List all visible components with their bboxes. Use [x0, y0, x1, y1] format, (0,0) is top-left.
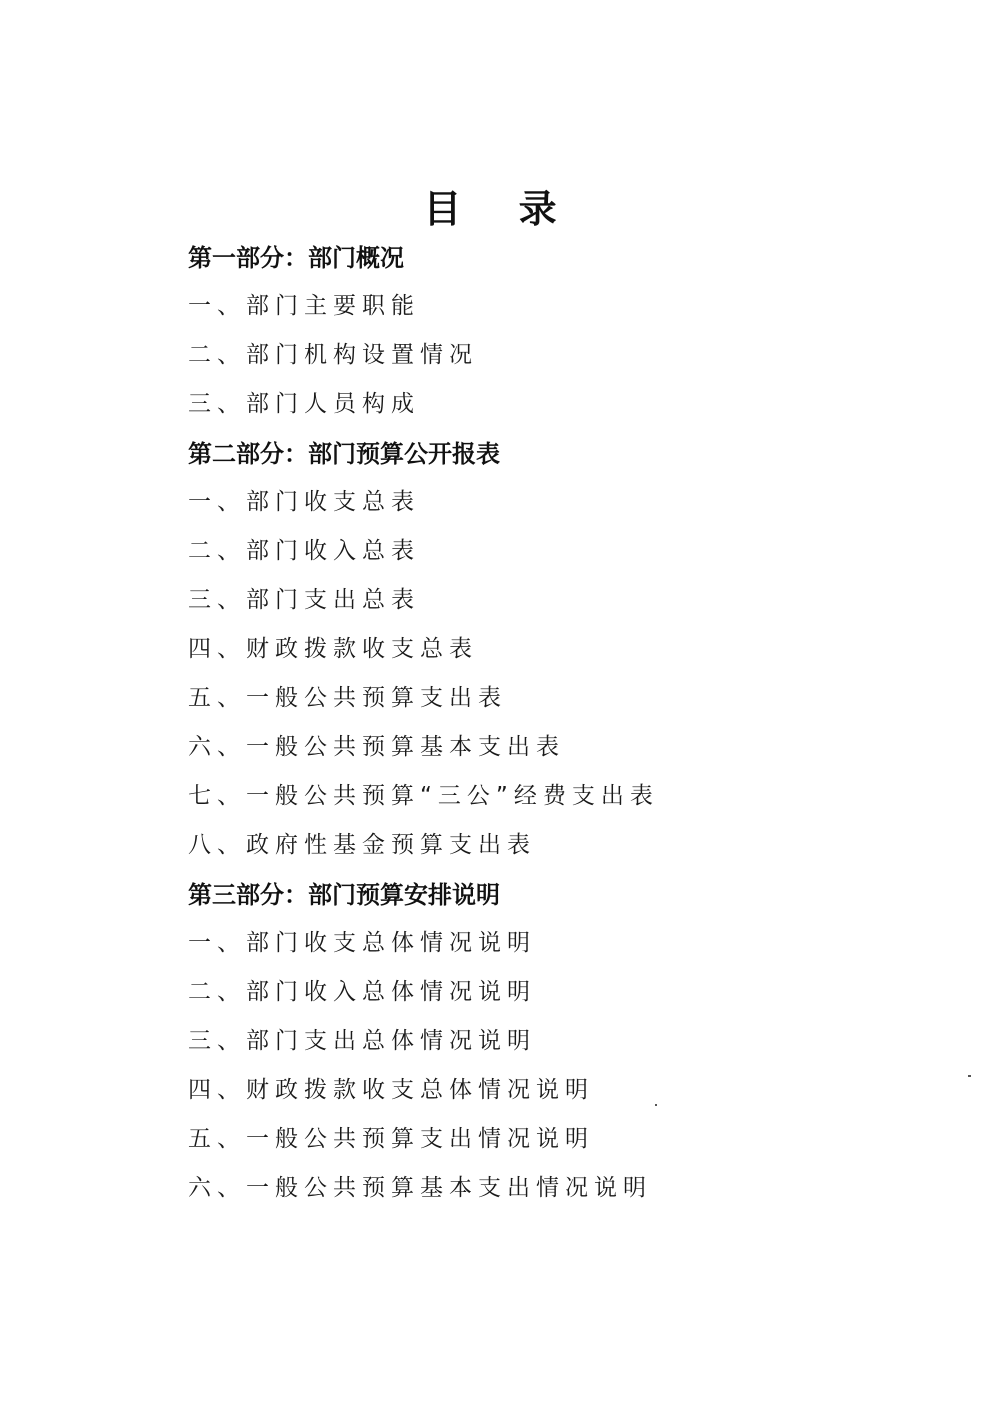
toc-item: 七、一般公共预算“三公”经费支出表 [188, 783, 659, 809]
table-of-contents [188, 233, 908, 1213]
toc-item: 三、部门支出总体情况说明 [188, 1028, 536, 1054]
toc-item: 六、一般公共预算基本支出情况说明 [188, 1175, 652, 1201]
toc-item: 二、部门收入总体情况说明 [188, 979, 536, 1005]
toc-item: 五、一般公共预算支出情况说明 [188, 1126, 594, 1152]
toc-item: 八、政府性基金预算支出表 [188, 832, 536, 858]
toc-item: 四、财政拨款收支总体情况说明 [188, 1077, 594, 1103]
scan-speck [655, 1104, 657, 1106]
toc-item: 一、部门收支总表 [188, 489, 420, 515]
toc-item: 六、一般公共预算基本支出表 [188, 734, 565, 760]
toc-item: 三、部门支出总表 [188, 587, 420, 613]
section-heading-3: 第三部分：部门预算安排说明 [188, 880, 500, 909]
toc-item: 二、部门机构设置情况 [188, 342, 478, 368]
scan-speck [968, 1075, 971, 1077]
section-heading-1: 第一部分：部门概况 [188, 243, 404, 272]
toc-item: 四、财政拨款收支总表 [188, 636, 478, 662]
section-heading-2: 第二部分：部门预算公开报表 [188, 439, 500, 468]
toc-item: 三、部门人员构成 [188, 391, 420, 417]
page-title: 目 录 [423, 186, 579, 231]
toc-item: 五、一般公共预算支出表 [188, 685, 507, 711]
toc-item: 一、部门收支总体情况说明 [188, 930, 536, 956]
toc-item: 二、部门收入总表 [188, 538, 420, 564]
toc-item: 一、部门主要职能 [188, 293, 420, 319]
